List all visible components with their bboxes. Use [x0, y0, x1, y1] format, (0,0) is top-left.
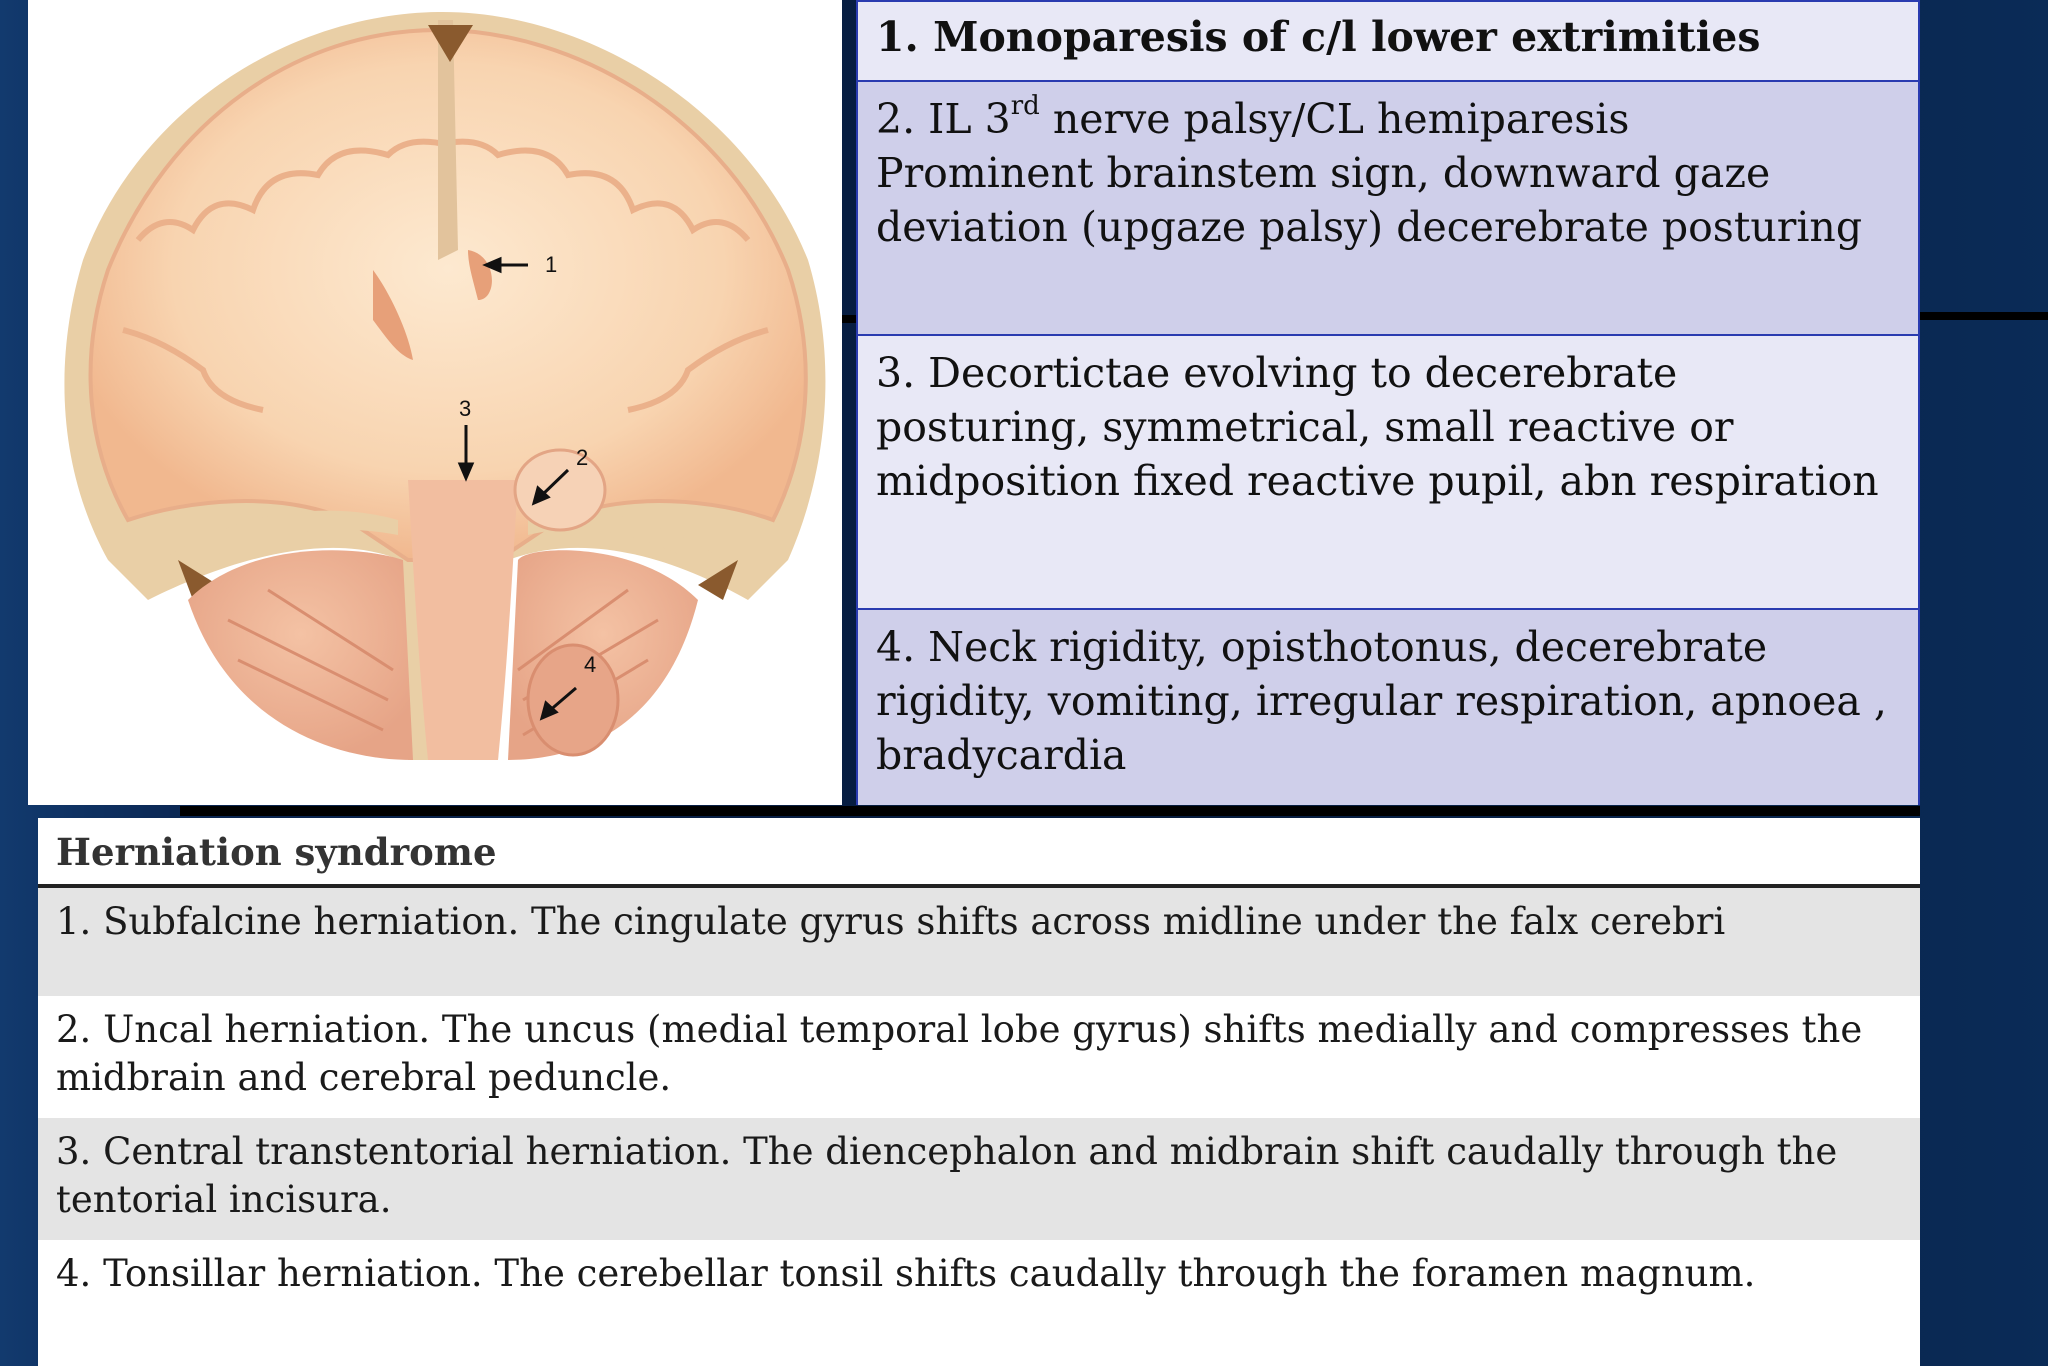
herniation-type-text: 4. Tonsillar herniation. The cerebellar tonsil shifts caudally through the foramen magnum. [56, 1252, 1756, 1295]
table-row [38, 996, 1920, 1118]
herniation-type-text: 3. Central transtentorial herniation. The diencephalon and midbrain shift caudally through the tentorial incisura. [56, 1130, 1838, 1221]
clinical-sign-text: 3. Decortictae evolving to decerebrate posturing, symmetrical, small reactive or midposition fixed reactive pupil, abn respiration [876, 349, 1879, 505]
divider-line-bottom [180, 806, 1920, 816]
brain-coronal-figure [28, 0, 842, 805]
clinical-sign-text: 4. Neck rigidity, opisthotonus, decerebrate rigidity, vomiting, irregular respiration, apnoea , bradycardia [876, 623, 1887, 779]
clinical-sign-row-4 [858, 610, 1918, 805]
ordinal-superscript: rd [1010, 91, 1040, 122]
divider-line-left [842, 315, 856, 323]
arrow-label-3: 3 [459, 396, 472, 421]
clinical-sign-detail: Prominent brainstem sign, downward gaze deviation (upgaze palsy) decerebrate posturing [876, 149, 1863, 251]
uncus [515, 450, 605, 530]
table-row [38, 888, 1920, 996]
herniation-type-text: 1. Subfalcine herniation. The cingulate gyrus shifts across midline under the falx cerebri [56, 900, 1726, 943]
table-row [38, 1240, 1920, 1366]
clinical-sign-prefix: 2. IL 3 [876, 95, 1011, 143]
cerebellar-tonsil [528, 645, 618, 755]
arrow-label-4: 4 [584, 652, 597, 677]
clinical-sign-text: 1. Monoparesis of c/l lower extrimities [876, 13, 1761, 61]
herniation-type-text: 2. Uncal herniation. The uncus (medial temporal lobe gyrus) shifts medially and compresses the midbrain and cerebral peduncle. [56, 1008, 1863, 1099]
brainstem [408, 480, 518, 760]
clinical-sign-row-2 [858, 82, 1918, 336]
divider-line-right [1920, 312, 2048, 320]
table-header: Herniation syndrome [38, 818, 1920, 888]
clinical-sign-row-3 [858, 336, 1918, 610]
brain-illustration [28, 0, 842, 805]
clinical-signs-table [856, 0, 1920, 805]
table-row [38, 1118, 1920, 1240]
arrow-label-1: 1 [545, 252, 558, 277]
arrow-label-2: 2 [576, 445, 589, 470]
herniation-syndrome-table [38, 818, 1920, 1366]
clinical-sign-suffix: nerve palsy/CL hemiparesis [1039, 95, 1630, 143]
clinical-sign-row-1 [858, 2, 1918, 82]
